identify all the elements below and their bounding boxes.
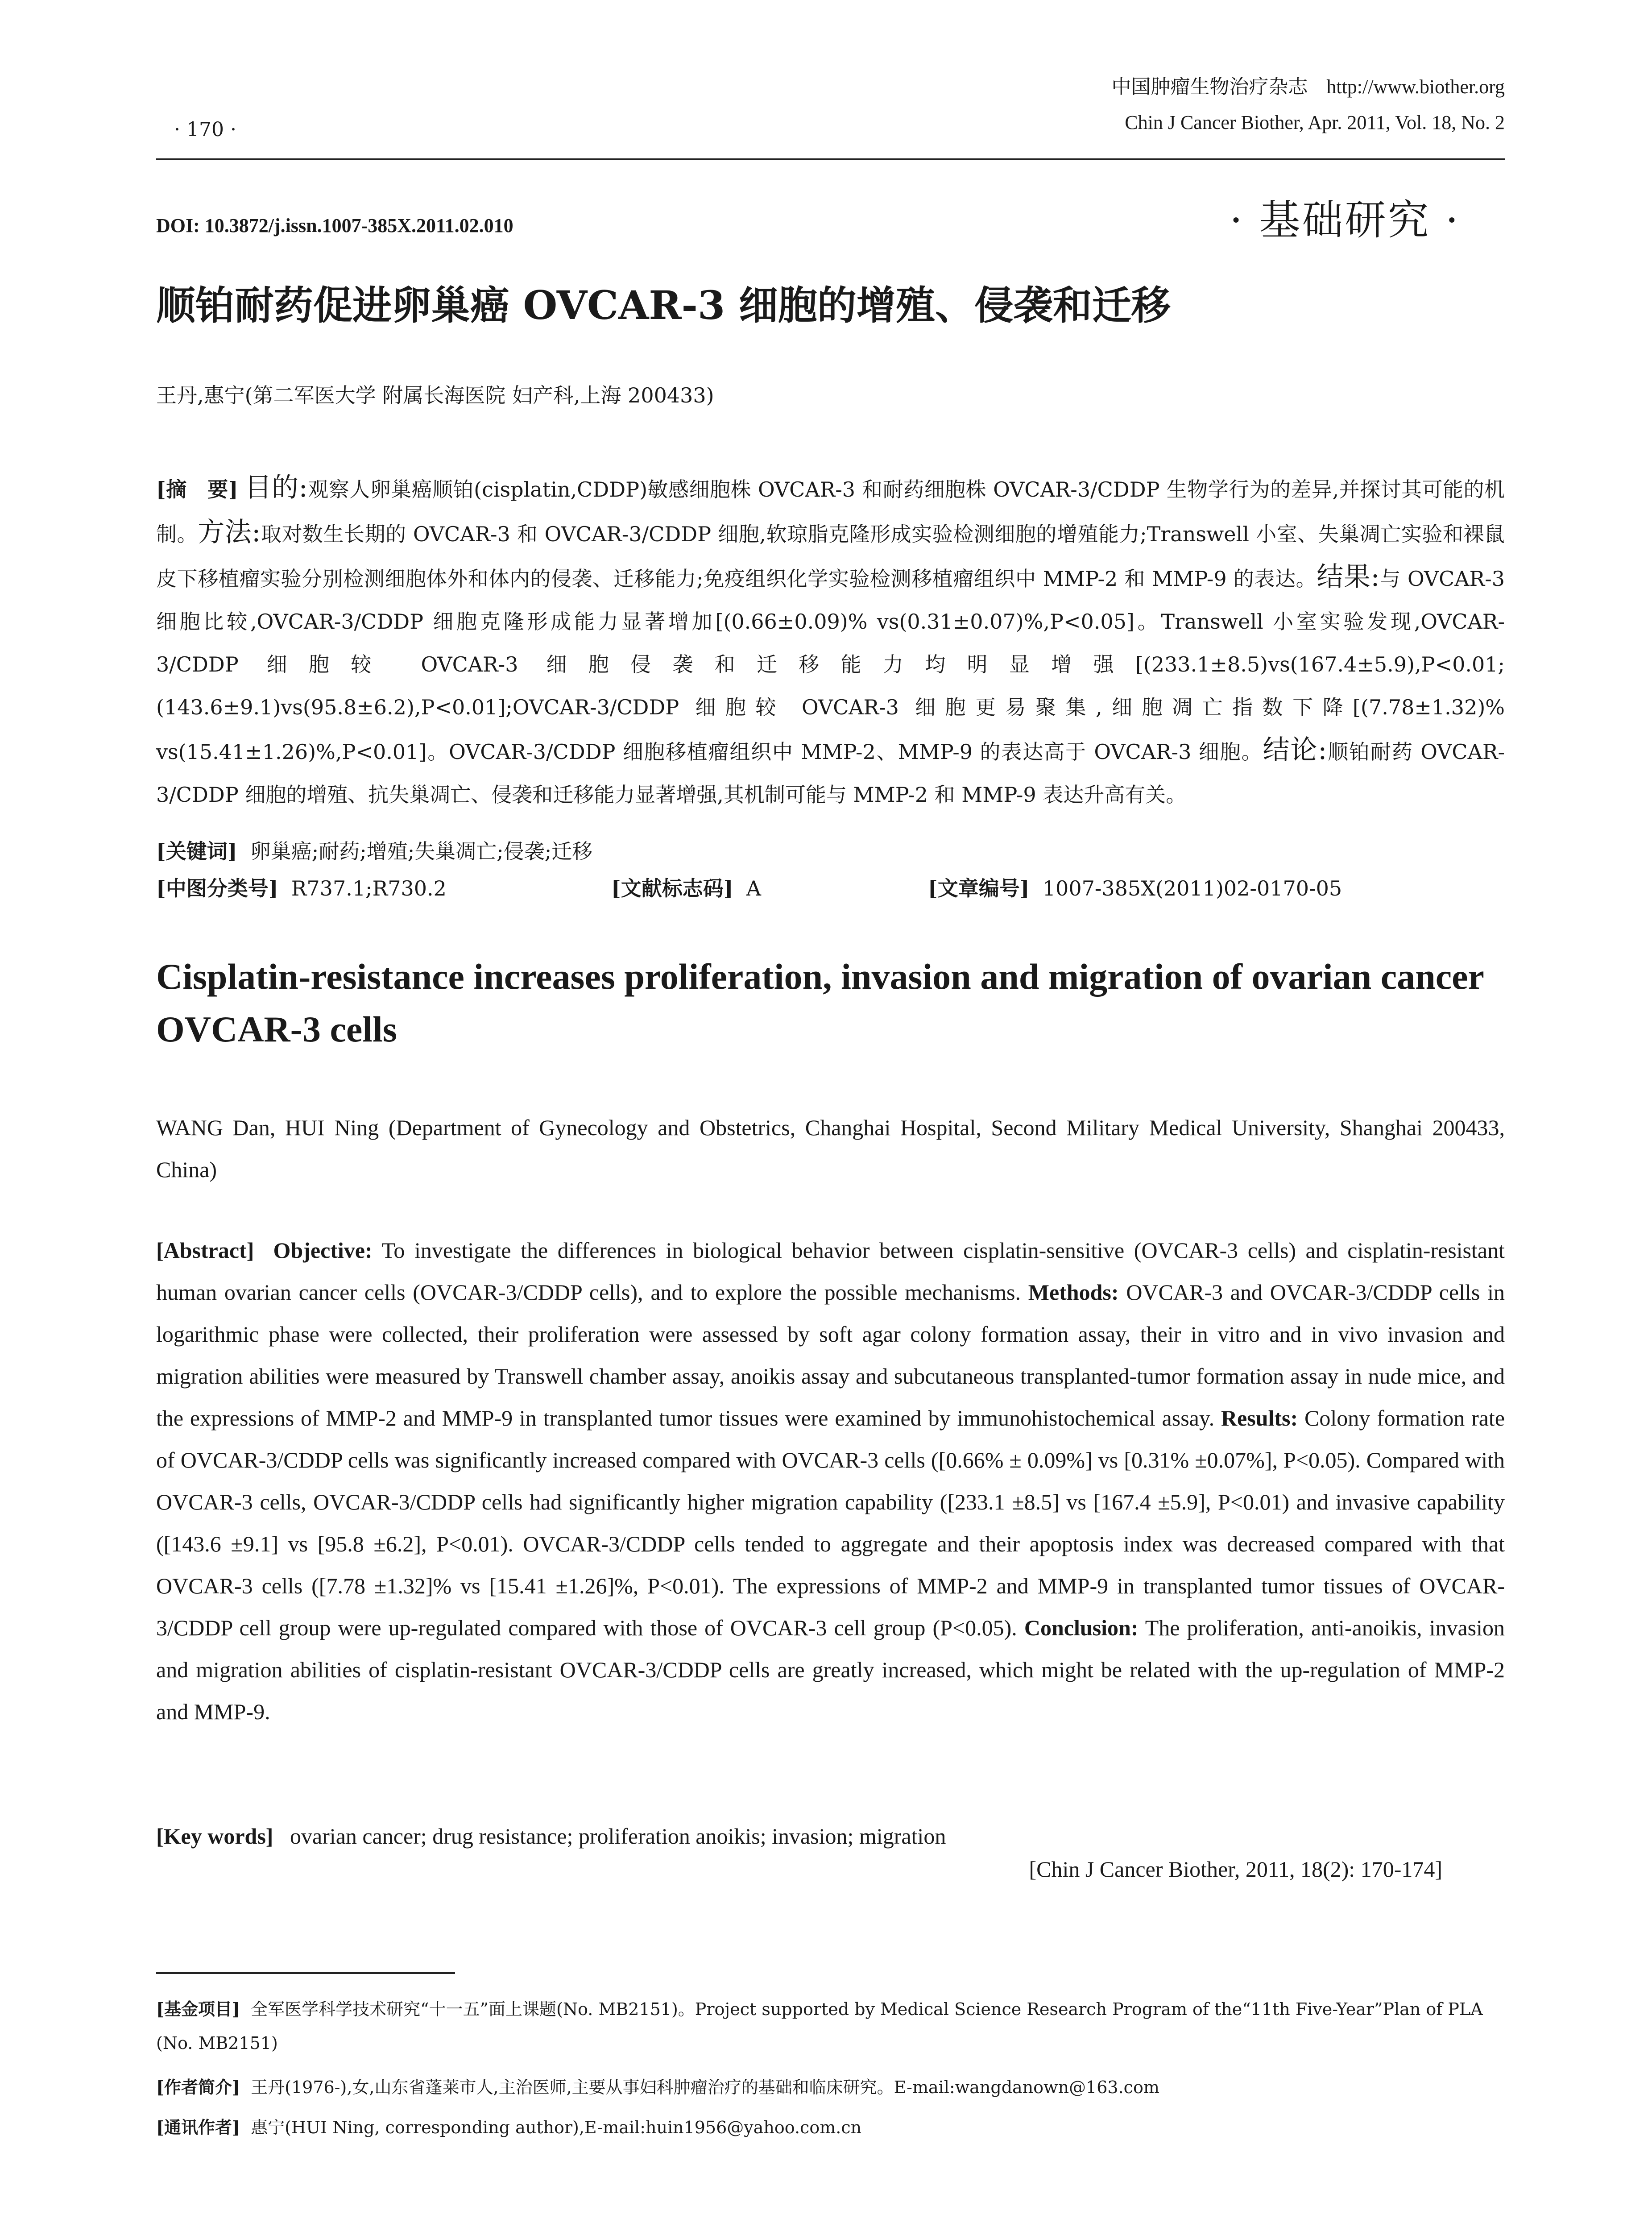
abstract-en bbox=[156, 1229, 1505, 1733]
conclusion-en: The proliferation, anti-anoikis, invasion and migration abilities of cisplatin-resistant OVCAR-3/CDDP cells are greatly increased, which might be related with the up-regulation of MMP-2 and MMP-9. bbox=[156, 1615, 1505, 1724]
header-divider bbox=[156, 158, 1505, 160]
methods-label-en: Methods: bbox=[1028, 1280, 1119, 1305]
footnote-fund bbox=[156, 1992, 1505, 2060]
corr-text: 惠宁(HUI Ning, corresponding author),E-mail:huin1956@yahoo.com.cn bbox=[251, 2118, 862, 2137]
authors-en: WANG Dan, HUI Ning (Department of Gynecology and Obstetrics, Changhai Hospital, Second Military Medical University, Shanghai 200433, China) bbox=[156, 1115, 1505, 1182]
doc-code-value: A bbox=[746, 876, 762, 900]
article-no-value: 1007-385X(2011)02-0170-05 bbox=[1042, 876, 1342, 900]
objective-en: To investigate the differences in biological behavior between cisplatin-sensitive (OVCAR-3 cells) and cisplatin-resistant human ovarian cancer cells (OVCAR-3/CDDP cells), and to explore the possible mechanisms. bbox=[156, 1238, 1505, 1305]
methods-label-cn: 方法: bbox=[198, 517, 261, 548]
fund-text: 全军医学科学技术研究“十一五”面上课题(No. MB2151)。Project supported by Medical Science Research Program of the“11th Five-Year”Plan of PLA (No. MB2151) bbox=[156, 1999, 1483, 2053]
authors-cn: 王丹,惠宁(第二军医大学 附属长海医院 妇产科,上海 200433) bbox=[156, 383, 714, 407]
footnote-author bbox=[156, 2070, 1505, 2104]
results-label-en: Results: bbox=[1221, 1406, 1298, 1431]
corr-label: [通讯作者] bbox=[156, 2117, 240, 2137]
clc-value: R737.1;R730.2 bbox=[291, 876, 447, 900]
abstract-cn-label: [摘 要] bbox=[156, 477, 238, 502]
doc-code-label: [文献标志码] bbox=[611, 876, 733, 900]
footnote-corresponding bbox=[156, 2111, 1505, 2144]
keywords-cn bbox=[156, 830, 1505, 873]
abstract-en-label: [Abstract] bbox=[156, 1238, 254, 1263]
page-number: · 170 · bbox=[174, 118, 236, 141]
title-en: Cisplatin-resistance increases proliferation, invasion and migration of ovarian cancer OVCAR-3 cells bbox=[156, 956, 1484, 1049]
objective-label-en: Objective: bbox=[273, 1238, 373, 1263]
keywords-cn-label: [关键词] bbox=[156, 839, 237, 863]
author-text: 王丹(1976-),女,山东省蓬莱市人,主治医师,主要从事妇科肿瘤治疗的基础和临床研究。E-mail:wangdanown@163.com bbox=[251, 2078, 1159, 2097]
doi: DOI: 10.3872/j.issn.1007-385X.2011.02.010 bbox=[156, 215, 513, 236]
journal-url[interactable]: http://www.biother.org bbox=[1326, 76, 1505, 98]
keywords-en-text: ovarian cancer; drug resistance; proliferation anoikis; invasion; migration bbox=[290, 1824, 946, 1849]
citation: [Chin J Cancer Biother, 2011, 18(2): 170-174] bbox=[1029, 1857, 1442, 1882]
title-cn: 顺铂耐药促进卵巢癌 OVCAR-3 细胞的增殖、侵袭和迁移 bbox=[156, 282, 1171, 328]
conclusion-label-cn: 结论: bbox=[1263, 734, 1327, 766]
classification-row bbox=[156, 872, 1505, 908]
journal-issue-en: Chin J Cancer Biother, Apr. 2011, Vol. 18, No. 2 bbox=[1125, 112, 1505, 133]
fund-label: [基金项目] bbox=[156, 1999, 240, 2019]
objective-cn: 观察人卵巢癌顺铂(cisplatin,CDDP)敏感细胞株 OVCAR-3 和耐药细胞株 OVCAR-3/CDDP 生物学行为的差异,并探讨其可能的机制。 bbox=[156, 477, 1505, 546]
journal-name-cn: 中国肿瘤生物治疗杂志 bbox=[1111, 75, 1308, 98]
results-en: Colony formation rate of OVCAR-3/CDDP cells was significantly increased compared with OVCAR-3 cells ([0.66% ± 0.09%] vs [0.31% ±0.07%], P<0.05). Compared with OVCAR-3 cells, OVCAR-3/CDDP cells had significantly higher migration capability ([233.1 ±8.5] vs [167.4 ±5.9], P<0.01) and invasive capability ([143.6 ±9.1] vs [95.8 ±6.2], P<0.01). OVCAR-3/CDDP cells tended to aggregate and their apoptosis index was decreased compared with that OVCAR-3 cells ([7.78 ±1.32]% vs [15.41 ±1.26]%, P<0.01). The expressions of MMP-2 and MMP-9 in transplanted tumor tissues of OVCAR-3/CDDP cell group were up-regulated compared with those of OVCAR-3 cell group (P<0.05). bbox=[156, 1406, 1505, 1640]
conclusion-cn: 顺铂耐药 OVCAR-3/CDDP 细胞的增殖、抗失巢凋亡、侵袭和迁移能力显著增强,其机制可能与 MMP-2 和 MMP-9 表达升高有关。 bbox=[156, 740, 1505, 807]
clc-label: [中图分类号] bbox=[156, 876, 278, 900]
keywords-en bbox=[156, 1815, 1505, 1857]
methods-en: OVCAR-3 and OVCAR-3/CDDP cells in logarithmic phase were collected, their proliferation were assessed by soft agar colony formation assay, their in vitro and in vivo invasion and migration abilities were measured by Transwell chamber assay, anoikis assay and subcutaneous transplanted-tumor formation assay in nude mice, and the expressions of MMP-2 and MMP-9 in transplanted tumor tissues were examined by immunohistochemical assay. bbox=[156, 1280, 1505, 1431]
footnote-divider bbox=[156, 1972, 455, 1974]
running-header bbox=[1111, 69, 1505, 141]
keywords-cn-text: 卵巢癌;耐药;增殖;失巢凋亡;侵袭;迁移 bbox=[250, 839, 593, 863]
conclusion-label-en: Conclusion: bbox=[1024, 1615, 1139, 1640]
results-cn: 与 OVCAR-3 细胞比较,OVCAR-3/CDDP 细胞克隆形成能力显著增加[(0.66±0.09)% vs(0.31±0.07)%,P<0.05]。Transwell 小室实验发现,OVCAR-3/CDDP 细胞较 OVCAR-3 细胞侵袭和迁移能力均明显增强[(233.1±8.5)vs(167.4±5.9),P<0.01;(143.6±9.1)vs(95.8±6.2),P<0.01];OVCAR-3/CDDP 细胞较 OVCAR-3 细胞更易聚集,细胞凋亡指数下降[(7.78±1.32)% vs(15.41±1.26)%,P<0.01]。OVCAR-3/CDDP 细胞移植瘤组织中 MMP-2、MMP-9 的表达高于 OVCAR-3 细胞。 bbox=[156, 567, 1505, 764]
keywords-en-label: [Key words] bbox=[156, 1824, 273, 1849]
methods-cn: 取对数生长期的 OVCAR-3 和 OVCAR-3/CDDP 细胞,软琼脂克隆形成实验检测细胞的增殖能力;Transwell 小室、失巢凋亡实验和裸鼠皮下移植瘤实验分别检测细胞体外和体内的侵袭、迁移能力;免疫组织化学实验检测移植瘤组织中 MMP-2 和 MMP-9 的表达。 bbox=[156, 522, 1505, 591]
abstract-cn bbox=[156, 466, 1505, 816]
section-tag: · 基础研究 · bbox=[1230, 196, 1460, 244]
article-no-label: [文章编号] bbox=[928, 876, 1030, 900]
objective-label-cn: 目的: bbox=[244, 472, 308, 503]
author-label: [作者简介] bbox=[156, 2077, 240, 2097]
results-label-cn: 结果: bbox=[1317, 561, 1380, 593]
